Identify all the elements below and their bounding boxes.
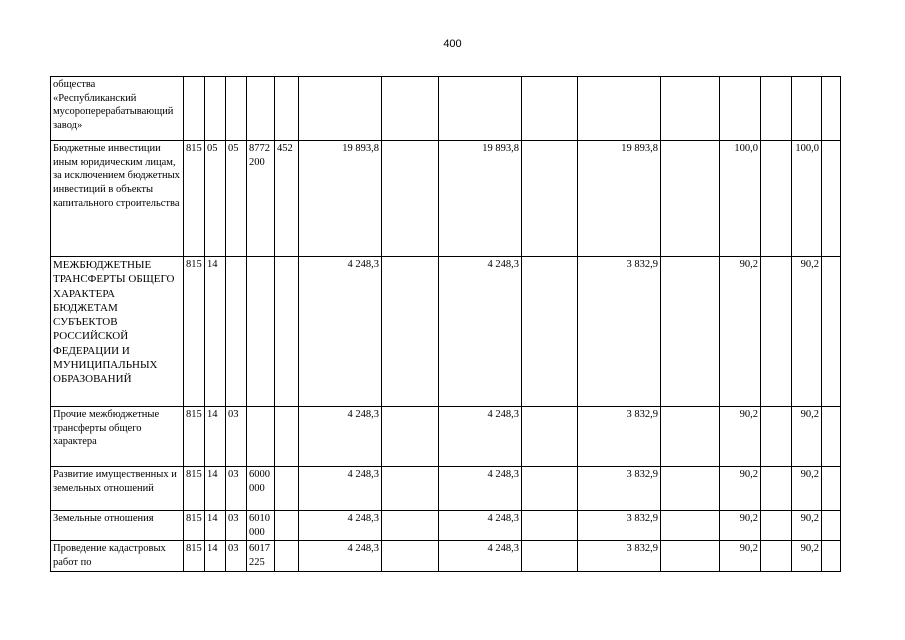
percent-approved-cell (720, 77, 761, 141)
section-cell: 14 (205, 257, 226, 407)
percent-revised-cell: 90,2 (792, 407, 822, 467)
row-name-cell: МЕЖБЮДЖЕТНЫЕ ТРАНСФЕРТЫ ОБЩЕГО ХАРАКТЕРА БЮДЖЕТАМ СУБЪЕКТОВ РОССИЙСКОЙ ФЕДЕРАЦИИ И МУНИЦИПАЛЬНЫХ ОБРАЗОВАНИЙ (51, 257, 184, 407)
row-name-cell: Бюджетные инвестиции иным юридическим лицам, за исключением бюджетных инвестиций в объекты капитального строительства (51, 141, 184, 257)
spacer-3-cell (661, 77, 720, 141)
row-name-cell: общества «Республиканский мусороперерабатывающий завод» (51, 77, 184, 141)
percent-approved-cell: 90,2 (720, 257, 761, 407)
spacer-1-cell (382, 141, 439, 257)
spacer-1-cell (382, 407, 439, 467)
section-cell: 14 (205, 467, 226, 511)
expense-type-cell (275, 511, 299, 541)
budget-table (50, 76, 841, 572)
section-cell: 14 (205, 407, 226, 467)
subsection-cell: 03 (226, 407, 247, 467)
section-cell (205, 77, 226, 141)
row-name-cell: Прочие межбюджетные трансферты общего характера (51, 407, 184, 467)
revised-amount-cell: 4 248,3 (439, 541, 522, 571)
table-body (51, 77, 841, 572)
target-article-cell: 6017 225 (247, 541, 275, 571)
table-row (51, 77, 841, 141)
table-row (51, 511, 841, 541)
spacer-2-cell (522, 407, 578, 467)
executed-amount-cell: 3 832,9 (578, 511, 661, 541)
spacer-5-cell (822, 77, 841, 141)
revised-amount-cell (439, 77, 522, 141)
target-article-cell: 6010 000 (247, 511, 275, 541)
spacer-3-cell (661, 511, 720, 541)
spacer-4-cell (761, 257, 792, 407)
spacer-2-cell (522, 467, 578, 511)
approved-amount-cell: 4 248,3 (299, 511, 382, 541)
section-cell: 14 (205, 511, 226, 541)
revised-amount-cell: 4 248,3 (439, 407, 522, 467)
spacer-5-cell (822, 257, 841, 407)
executed-amount-cell: 19 893,8 (578, 141, 661, 257)
percent-revised-cell: 90,2 (792, 467, 822, 511)
spacer-4-cell (761, 141, 792, 257)
admin-code-cell: 815 (184, 467, 205, 511)
spacer-3-cell (661, 257, 720, 407)
percent-revised-cell (792, 77, 822, 141)
spacer-4-cell (761, 77, 792, 141)
spacer-1-cell (382, 541, 439, 571)
target-article-cell (247, 257, 275, 407)
table-row (51, 407, 841, 467)
spacer-2-cell (522, 511, 578, 541)
spacer-3-cell (661, 467, 720, 511)
spacer-2-cell (522, 77, 578, 141)
spacer-2-cell (522, 141, 578, 257)
percent-revised-cell: 90,2 (792, 511, 822, 541)
percent-approved-cell: 100,0 (720, 141, 761, 257)
spacer-5-cell (822, 467, 841, 511)
target-article-cell (247, 77, 275, 141)
spacer-4-cell (761, 511, 792, 541)
expense-type-cell (275, 257, 299, 407)
percent-approved-cell: 90,2 (720, 541, 761, 571)
spacer-5-cell (822, 407, 841, 467)
row-name-cell: Земельные отношения (51, 511, 184, 541)
executed-amount-cell: 3 832,9 (578, 467, 661, 511)
expense-type-cell (275, 467, 299, 511)
approved-amount-cell: 4 248,3 (299, 541, 382, 571)
admin-code-cell: 815 (184, 541, 205, 571)
expense-type-cell: 452 (275, 141, 299, 257)
spacer-4-cell (761, 467, 792, 511)
table-row (51, 467, 841, 511)
revised-amount-cell: 19 893,8 (439, 141, 522, 257)
executed-amount-cell: 3 832,9 (578, 407, 661, 467)
target-article-cell: 6000 000 (247, 467, 275, 511)
spacer-3-cell (661, 407, 720, 467)
executed-amount-cell: 3 832,9 (578, 257, 661, 407)
revised-amount-cell: 4 248,3 (439, 511, 522, 541)
subsection-cell: 03 (226, 511, 247, 541)
spacer-2-cell (522, 541, 578, 571)
row-name-cell: Развитие имущественных и земельных отношений (51, 467, 184, 511)
spacer-1-cell (382, 467, 439, 511)
admin-code-cell: 815 (184, 141, 205, 257)
spacer-4-cell (761, 541, 792, 571)
approved-amount-cell: 4 248,3 (299, 467, 382, 511)
percent-revised-cell: 90,2 (792, 257, 822, 407)
expense-type-cell (275, 407, 299, 467)
admin-code-cell: 815 (184, 257, 205, 407)
section-cell: 05 (205, 141, 226, 257)
revised-amount-cell: 4 248,3 (439, 467, 522, 511)
spacer-5-cell (822, 141, 841, 257)
expense-type-cell (275, 541, 299, 571)
subsection-cell: 05 (226, 141, 247, 257)
spacer-1-cell (382, 257, 439, 407)
executed-amount-cell: 3 832,9 (578, 541, 661, 571)
target-article-cell (247, 407, 275, 467)
spacer-4-cell (761, 407, 792, 467)
spacer-5-cell (822, 541, 841, 571)
subsection-cell (226, 257, 247, 407)
approved-amount-cell (299, 77, 382, 141)
percent-approved-cell: 90,2 (720, 467, 761, 511)
approved-amount-cell: 4 248,3 (299, 257, 382, 407)
table-row (51, 141, 841, 257)
spacer-2-cell (522, 257, 578, 407)
subsection-cell (226, 77, 247, 141)
table-row (51, 257, 841, 407)
executed-amount-cell (578, 77, 661, 141)
page-number: 400 (443, 38, 462, 50)
subsection-cell: 03 (226, 541, 247, 571)
spacer-3-cell (661, 541, 720, 571)
table-row (51, 541, 841, 571)
percent-approved-cell: 90,2 (720, 511, 761, 541)
spacer-5-cell (822, 511, 841, 541)
revised-amount-cell: 4 248,3 (439, 257, 522, 407)
spacer-3-cell (661, 141, 720, 257)
percent-revised-cell: 90,2 (792, 541, 822, 571)
admin-code-cell (184, 77, 205, 141)
percent-approved-cell: 90,2 (720, 407, 761, 467)
admin-code-cell: 815 (184, 511, 205, 541)
subsection-cell: 03 (226, 467, 247, 511)
percent-revised-cell: 100,0 (792, 141, 822, 257)
approved-amount-cell: 19 893,8 (299, 141, 382, 257)
approved-amount-cell: 4 248,3 (299, 407, 382, 467)
row-name-cell: Проведение кадастровых работ по (51, 541, 184, 571)
expense-type-cell (275, 77, 299, 141)
section-cell: 14 (205, 541, 226, 571)
spacer-1-cell (382, 511, 439, 541)
spacer-1-cell (382, 77, 439, 141)
admin-code-cell: 815 (184, 407, 205, 467)
target-article-cell: 8772 200 (247, 141, 275, 257)
